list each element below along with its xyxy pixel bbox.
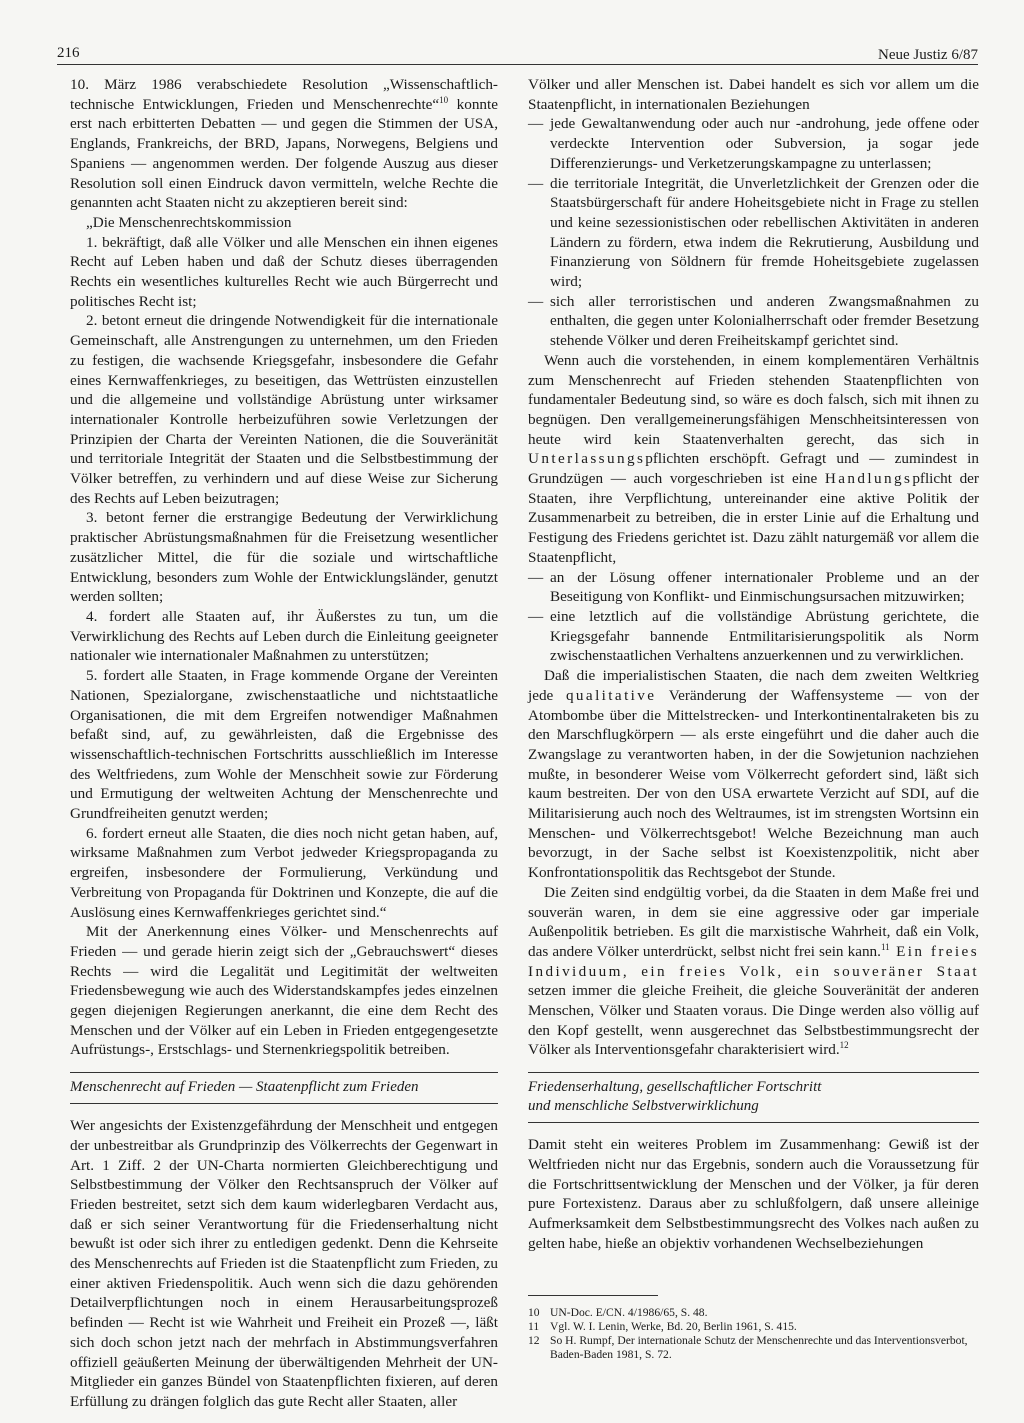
- header-rule: [57, 64, 978, 65]
- footnote: 11 Vgl. W. I. Lenin, Werke, Bd. 20, Berlin 1961, S. 415.: [528, 1320, 797, 1334]
- footnote-ref: 12: [839, 1040, 849, 1051]
- resolution-point: 4. fordert alle Staaten auf, ihr Äußerstes zu tun, um die Verwirklichung des Rechts auf Leben durch die Einleitung geeigneter nationaler wie internationaler Maßnahmen zu unterstützen;: [70, 607, 498, 665]
- resolution-point: 1. bekräftigt, daß alle Völker und alle Menschen ein ihnen eigenes Recht auf Leben haben und daß der Schutz dieses überragenden Rechts ein wesentliches kulturelles Recht wie auch Bürgerrecht und politisches Recht ist;: [70, 233, 498, 310]
- resolution-point: 5. fordert alle Staaten, in Frage kommende Organe der Vereinten Nationen, Spezialorgane, zwischenstaatliche und nichtstaatliche Organisationen, die mit dem Ergreifen notwendiger Maßnahmen befaßt sind, auf, zu gewährleisten, daß die Ergebnisse des wissenschaftlich-technischen Fortschritts ausschließlich im Interesse des Weltfriedens, zum Wohle der Menschheit sowie zur Förderung und Ermutigung der weltweiten Achtung der Menschenrechte und Grundfreiheiten genutzt werden;: [70, 667, 498, 823]
- body-paragraph: Damit steht ein weiteres Problem im Zusammenhang: Gewiß ist der Weltfrieden nicht nur das Ergebnis, sondern auch die Voraussetzung für die Fortschrittsentwicklung der Menschen und der Völker, ja für deren pure Fortexistenz. Daraus aber zu schlußfolgern, daß unsere alleinige Aufmerksamkeit dem Selbstbestimmungsrecht des Volkes nach außen zu gelten habe, hieße an objektiv vorhandenen Wechselbeziehungen: [528, 1136, 979, 1252]
- body-paragraph: Daß die imperialistischen Staaten, die nach dem zweiten Weltkrieg jede qualitative Veränderung der Waffensysteme — von der Atombombe über die Mittelstrecken- und Interkontinentalraketen bis zu den Marschflugkörpern — als erste eingeführt und die daher auch die Zwangslage zu verantworten haben, in der die Sowjetunion nachziehen mußte, in besonderer Weise vom Völkerrecht gefordert sind, läßt sich kaum bestreiten. Der von den USA erwartete Verzicht auf SDI, auf die Militarisierung auch noch des Weltraumes, ist im strengsten Wortsinn ein Menschen- und Völkerrechtsgebot! Welche Bezeichnung man auch bevorzugt, in der Sache selbst ist Koexistenzpolitik, nicht aber Konfrontationspolitik das Rechtsgebot der Stunde.: [528, 667, 980, 882]
- dash-list: [528, 568, 979, 667]
- resolution-point: 2. betont erneut die dringende Notwendigkeit für die internationale Gemeinschaft, alle Anstrengungen zu unternehmen, um den Frieden zu festigen, die wachsende Kriegsgefahr, insbesondere die Gefahr eines Kernwaffenkrieges, zu beseitigen, das Wettrüsten einzustellen und die allgemeine und vollständige Abrüstung unter wirksamer internationaler Kontrolle herbeizuführen sowie Verletzungen der Prinzipien der Charta der Vereinten Nationen, die die Souveränität und territoriale Integrität der Staaten und die Selbstbestimmung der Völker betreffen, zu verhindern und auf diese Weise zur Sicherung des Rechts auf Leben beizutragen;: [70, 312, 498, 507]
- emphasis: qualitative: [565, 686, 657, 704]
- footnote-rule: [528, 1295, 658, 1296]
- resolution-point: 6. fordert erneut alle Staaten, die dies noch nicht getan haben, auf, wirksame Maßnahmen zum Verbot jedweder Kriegspropaganda zu ergreifen, insbesondere der Formulierung, Verkündung und Verbreitung von Propaganda für Doktrinen und Konzepte, die auf die Auslösung eines Kernwaffenkrieges gerichtet sind.“: [70, 824, 498, 921]
- body-paragraph: Die Zeiten sind endgültig vorbei, da die Staaten in dem Maße frei und souverän waren, in dem sie eine aggressive oder gar imperiale Außenpolitik betrieben. Es gilt die marxistische Wahrheit, daß ein Volk, das andere Völker unterdrückt, selbst nicht frei sein kann.$^{11}$ Ein freies Individuum, ein freies Volk, ein souveräner Staat setzen immer die gleiche Freiheit, die gleiche Souveränität der anderen Menschen, Völker und Staaten voraus. Die Dinge werden also völlig auf den Kopf gestellt, wenn ausgerechnet das Selbstbestimmungsrecht der Völker als Interventionsgefahr charakterisiert wird.$^{12}$: [528, 883, 979, 1059]
- footnote: 10 UN-Doc. E/CN. 4/1986/65, S. 48.: [528, 1306, 708, 1320]
- list-item: — die territoriale Integrität, die Unverletzlichkeit der Grenzen oder die Staatsbürgerschaft für andere Hoheitsgebiete nicht in Frage zu stellen und keine sezessionistischen oder rebellischen Aktivitäten in anderen Ländern zu fördern, etwa indem die Rekrutierung, Ausbildung und Finanzierung von Söldnern für fremde Hoheitsgebiete zugelassen wird;: [528, 174, 979, 292]
- body-paragraph: Mit der Anerkennung eines Völker- und Menschenrechts auf Frieden — und gerade hierin zeigt sich der „Gebrauchswert“ dieses Rechts — wird die Legalität und Legitimität der weltweiten Friedensbewegung wie auch des Widerstandskampfes jedes einzelnen gegen diejenigen Regierungen anerkannt, die eine dem Recht des Menschen und der Völker auf ein Leben in Frieden entgegengesetzte Aufrüstungs-, Erstschlags- und Sternenkriegspolitik betreiben.: [70, 923, 498, 1059]
- emphasis: Unterlassungs: [528, 450, 646, 468]
- page-number: 216: [57, 45, 80, 61]
- right-column: [528, 75, 979, 1362]
- list-item: — jede Gewaltanwendung oder auch nur -androhung, jede offene oder verdeckte Intervention oder Subversion, ja sogar jede Differenzierungs- und Verketzerungskampagne zu unterlassen;: [528, 114, 979, 173]
- footnote-ref: 10: [439, 94, 449, 105]
- emphasis: Handlungs: [824, 470, 913, 488]
- body-paragraph: Völker und aller Menschen ist. Dabei handelt es sich vor allem um die Staatenpflicht, in internationalen Beziehungen: [528, 76, 979, 113]
- intro-paragraph: 10. März 1986 verabschiedete Resolution „Wissenschaftlich-technische Entwicklungen, Frieden und Menschenrechte“$^{10}$ konnte erst nach erbitterten Debatten — und gegen die Stimmen der USA, Englands, Frankreichs, der BRD, Japans, Norwegens, Belgiens und Spaniens — angenommen werden. Der folgende Auszug aus dieser Resolution soll einen Eindruck davon vermitteln, welche Rechte die genannten acht Staaten nicht zu akzeptieren bereit sind:: [70, 76, 498, 212]
- footnote: 12 So H. Rumpf, Der internationale Schutz der Menschenrechte und das Interventionsverbot, Baden-Baden 1981, S. 72.: [528, 1334, 968, 1362]
- emphasis: Ein freies Individuum, ein freies Volk, ein souveräner Staat: [528, 942, 979, 980]
- dash-list: [528, 114, 979, 350]
- list-item: — sich aller terroristischen und anderen Zwangsmaßnahmen zu enthalten, die gegen unter Kolonialherrschaft oder fremder Besetzung stehende Völker und deren Freiheitskampf gerichtet sind.: [528, 292, 979, 351]
- left-column: [70, 75, 498, 1412]
- section-heading: Menschenrecht auf Frieden — Staatenpflicht zum Frieden: [70, 1072, 498, 1104]
- journal-title: Neue Justiz 6/87: [878, 47, 978, 63]
- resolution-point: 3. betont ferner die erstrangige Bedeutung der Verwirklichung praktischer Abrüstungsmaßnahmen für die Freisetzung wesentlicher zusätzlicher Mittel, die für die soziale und wirtschaftliche Entwicklung, besonders zum Wohle der Entwicklungsländer, genutzt werden sollten;: [70, 509, 498, 606]
- footnote-ref: 11: [880, 941, 890, 952]
- section-heading: Friedenserhaltung, gesellschaftlicher Fortschritt und menschliche Selbstverwirklichung: [528, 1072, 979, 1123]
- list-item: — eine letztlich auf die vollständige Abrüstung gerichtete, die Kriegsgefahr bannende Entmilitarisierungspolitik als Norm zwischenstaatlichen Verhaltens anzuerkennen und zu verwirklichen.: [528, 607, 979, 666]
- list-item: — an der Lösung offener internationaler Probleme und an der Beseitigung von Konflikt- und Einmischungsursachen mitzuwirken;: [528, 568, 979, 607]
- quote-title: „Die Menschenrechtskommission: [86, 213, 292, 231]
- body-paragraph: Wer angesichts der Existenzgefährdung der Menschheit und entgegen der unbestreitbar als Grundprinzip des Völkerrechts der Gegenwart in Art. 1 Ziff. 2 der UN-Charta normierten Gleichberechtigung und Selbstbestimmung der Völker den Rechtsanspruch der Völker auf Frieden bestreitet, setzt sich dem kaum widerlegbaren Verdacht aus, daß er sich seiner Verantwortung für die Friedenserhaltung nicht bewußt ist oder sich ihrer zu entledigen gedenkt. Denn die Kehrseite des Menschenrechts auf Frieden ist die Staatenpflicht zum Frieden, zu einer aktiven Friedenspolitik. Auch wenn sich die dazu gehörenden Detailverpflichtungen noch in einem Herausarbeitungsprozeß befinden — Recht ist wie Wahrheit und Freiheit ein Prozeß —, läßt sich doch schon jetzt nach der mehrfach in Abstimmungsverfahren offiziell geäußerten Meinung der überwältigenden Mehrheit der UN-Mitglieder ein ganzes Bündel von Staatenpflichten fixieren, auf deren Erfüllung zu drängen folglich das gute Recht aller Staaten, aller: [70, 1117, 498, 1410]
- body-paragraph: Wenn auch die vorstehenden, in einem komplementären Verhältnis zum Menschenrecht auf Frieden stehenden Staatenpflichten von fundamentaler Bedeutung sind, so wäre es doch falsch, sich mit ihnen zu begnügen. Den verallgemeinerungsfähigen Menschheitsinteressen von heute wird kein Staatenverhalten gerecht, das sich in Unterlassungspflichten erschöpft. Gefragt und — zumindest in Grundzügen — auch vorgeschrieben ist eine Handlungspflicht der Staaten, ihre Verpflichtung, untereinander eine aktive Politik der Zusammenarbeit zu betreiben, die in erster Linie auf die Erhaltung und Festigung des Friedens gerichtet ist. Dazu zählt naturgemäß vor allem die Staatenpflicht,: [528, 351, 979, 566]
